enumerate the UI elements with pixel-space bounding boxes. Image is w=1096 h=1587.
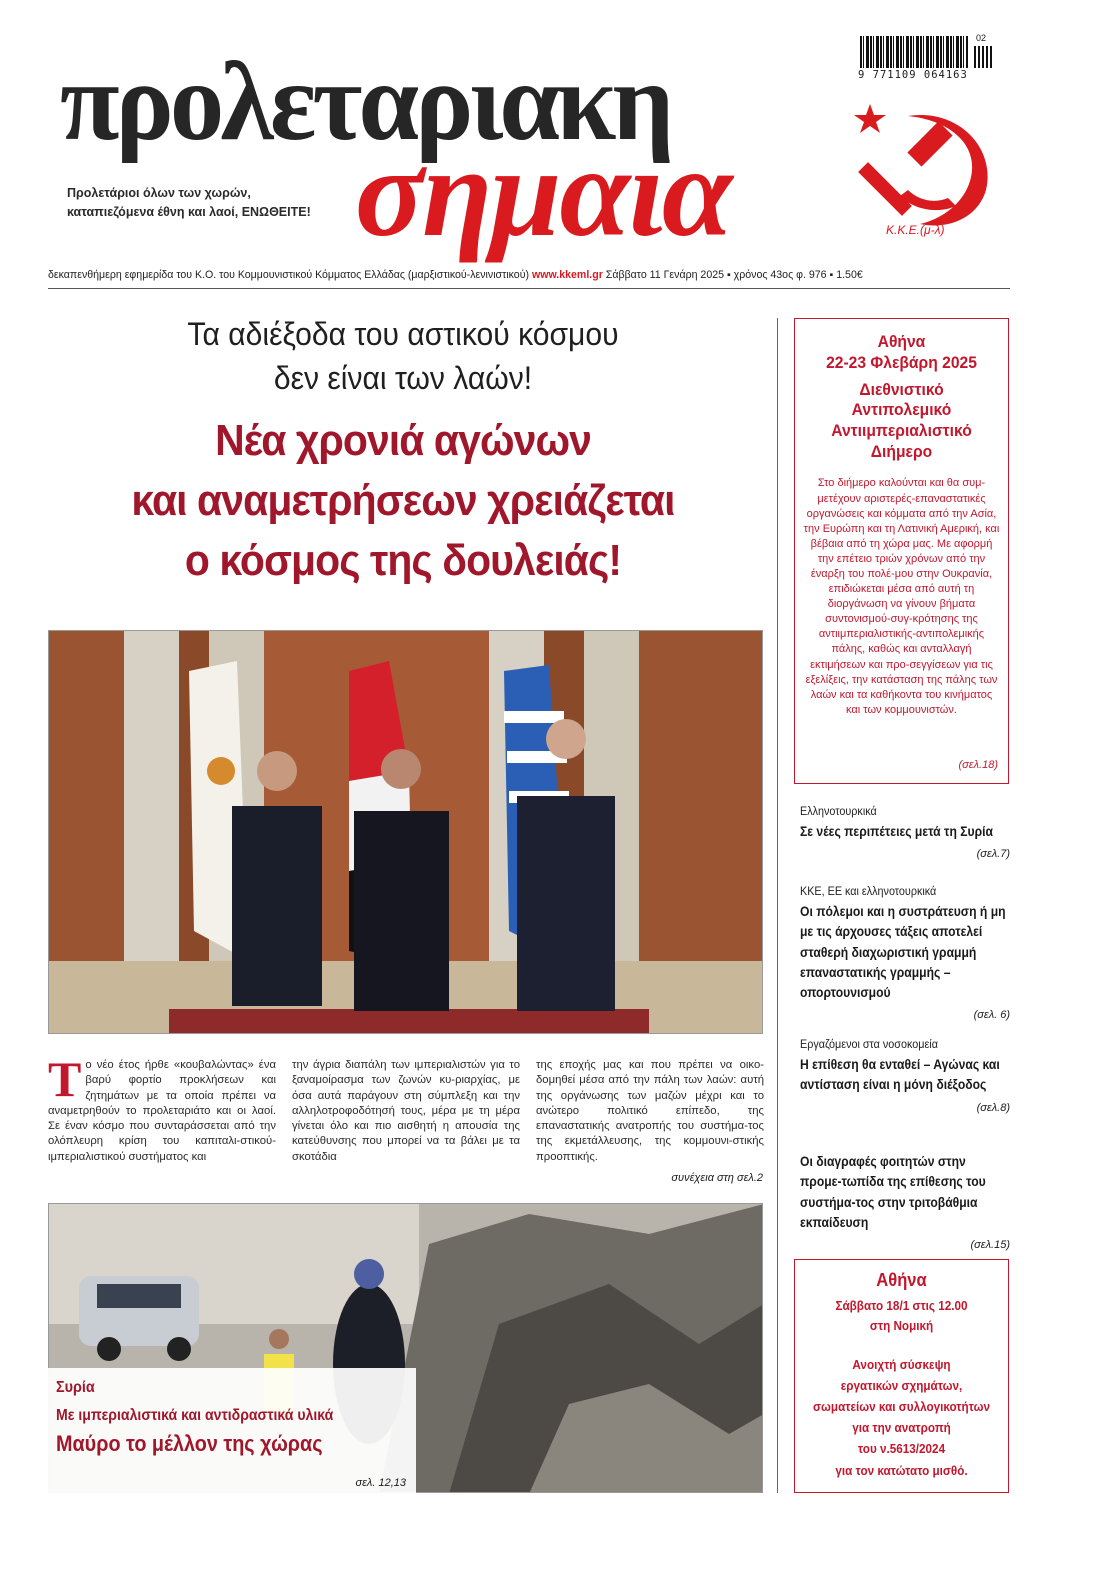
headline-line-2: δεν είναι των λαών! (273, 360, 533, 396)
barcode-issue: 02 (976, 33, 987, 43)
sidebar-item[interactable] (800, 1037, 1010, 1114)
sidebar-item[interactable] (800, 884, 1010, 1021)
meeting-city: Αθήνα (876, 1270, 927, 1290)
syria-kicker: Συρία (56, 1379, 95, 1396)
sidebar-divider (777, 318, 778, 1493)
issue-date: Σάββατο 11 Γενάρη 2025 (605, 269, 724, 281)
event-name-line-4: Διήμερο (870, 441, 933, 461)
website-link[interactable]: www.kkeml.gr (531, 269, 603, 281)
sidebar-item-title: Η επίθεση θα ενταθεί – Αγώνας και αντίσταση είναι η μόνη διέξοδος (800, 1057, 1000, 1093)
main-photo-leaders (48, 630, 763, 1034)
event-date: 22-23 Φλεβάρη 2025 (826, 353, 977, 373)
meeting-text-line-3: σωματείων και συλλογικοτήτων (813, 1399, 990, 1415)
sidebar-meeting-box (794, 1259, 1009, 1493)
meeting-text-line-1: Ανοιχτή σύσκεψη (852, 1357, 951, 1373)
sidebar-item[interactable] (800, 1148, 1010, 1251)
meeting-text (811, 1354, 992, 1480)
sidebar-item-kicker: ΚΚΕ, ΕΕ και ελληνοτουρκικά (800, 884, 937, 898)
price: 1.50€ (836, 269, 863, 281)
article-column-3: της εποχής μας και που πρέπει να οικο-δομηθεί μέσα από την πάλη των λαών: αυτή της οργάνωσης των μαζών μέχρι και το ανώτερο πολιτικό επίπεδο, της επαναστατικής ανατροπής του συστήμα-τος της εκμετάλλευσης, της κομμουνι-στικής προοπτικής. (536, 1059, 764, 1163)
article-continue-link[interactable]: συνέχεια στη σελ.2 (671, 1172, 763, 1184)
hammer-sickle-emblem-icon (848, 98, 998, 238)
masthead-slogan (67, 184, 347, 223)
info-text: δεκαπενθήμερη εφημερίδα του Κ.Ο. του Κομμουνιστικού Κόμματος Ελλάδας (μαρξιστικού-λενινιστικού) (48, 269, 530, 281)
emblem-label: Κ.Κ.Ε.(μ-λ) (886, 223, 945, 237)
sidebar-item[interactable] (800, 804, 1010, 860)
meeting-when-line-1: Σάββατο 18/1 στις 12.00 (835, 1298, 968, 1313)
event-name (811, 380, 992, 463)
syria-title[interactable]: Μαύρο το μέλλον της χώρας (56, 1431, 323, 1456)
separator-dot: ▪ (829, 269, 834, 281)
event-text: Στο διήμερο καλούνται και θα συμ-μετέχουν αριστερές-επαναστατικές οργανώσεις και κόμματα από την Ασία, την Ευρώπη και τη Λατινική Αμερική, και βέβαια από τη χώρα μας. Με αφορμή την επέτειο τριών χρόνων από την έναρξη του πολέ-μου στην Ουκρανία, επιδιώκεται μέσα από αυτή τη διοργάνωση να γίνουν βήματα συντονισμού-συγ-κρότησης της αντιιμπεριαλιστικής-αντιπολεμικής πάλης, καθώς και ανταλλαγή εκτιμήσεων και προ-σεγγίσεων για τις εξελίξεις, την κατάσταση της πάλης των λαών και τα καθήκοντα του κινήματος και των κομμουνιστών. (803, 477, 1000, 716)
sidebar-item-kicker: Εργαζόμενοι στα νοσοκομεία (800, 1037, 938, 1051)
syria-page-ref: σελ. 12,13 (355, 1477, 406, 1489)
article-column-1 (48, 1051, 276, 1165)
barcode (858, 33, 996, 86)
event-city: Αθήνα (877, 332, 926, 351)
article-column-2: την άγρια διαπάλη των ιμπεριαλιστών για το ξαναμοίρασμα των ζωνών κυ-ριαρχίας, με όσα αυτά παράγουν στη σύμπλεξη και την αλληλοτροφοδότησή τους, μέρα με τη μέρα γίνεται όλο και πιο αισθητή η απουσία της κατεύθυνσης που μπορεί να τα βάλει με τα σκοτάδια (292, 1059, 520, 1163)
barcode-digits: 9 771109 064163 (858, 69, 968, 81)
event-name-line-2: Αντιπολεμικό (851, 400, 952, 420)
headline-red-line-1: Νέα χρονιά αγώνων (215, 416, 591, 465)
meeting-text-line-2: εργατικών σχημάτων, (840, 1378, 963, 1394)
slogan-line-1: Προλετάριοι όλων των χωρών, (67, 186, 251, 200)
meeting-text-line-4: για την ανατροπή (852, 1420, 951, 1436)
syria-subtitle: Με ιμπεριαλιστικά και αντιδραστικά υλικά (56, 1407, 334, 1424)
sidebar-item-title: Σε νέες περιπέτειες μετά τη Συρία (800, 824, 993, 839)
syria-caption-box (48, 1368, 416, 1493)
barcode-bars (860, 36, 968, 68)
meeting-text-line-6: για τον κατώτατο μισθό. (835, 1462, 968, 1478)
hammer-handle (858, 162, 912, 216)
headline-red-line-2: και αναμετρήσεων χρειάζεται (131, 476, 675, 525)
masthead-title-top: προλεταριακη (60, 40, 671, 164)
sidebar-item-title: Οι πόλεμοι και η συστράτευση ή μη με τις άρχουσες τάξεις αποτελεί σταθερή διαχωριστική γραμμή επαναστατικής γραμμής – οπορτουνισμού (800, 904, 1006, 1000)
main-photo-illustration (49, 631, 763, 1034)
red-star-icon (854, 104, 886, 133)
article-column-1-text: ο νέο έτος ήρθε «κουβαλώντας» ένα βαρύ φορτίο προκλήσεων και ζητημάτων με τα οποία πρέπει να αναμετρηθούν το προλεταριάτο και οι λαοί. Σε έναν κόσμο που συνταράσσεται από την ολόπλευρη κρίση του καπιταλι-στικού-ιμπεριαλιστικού συστήματος και (48, 1059, 276, 1163)
masthead-title-bottom: σημαια (355, 121, 731, 263)
event-page-ref: (σελ.18) (958, 759, 998, 771)
meeting-text-line-5: του ν.5613/2024 (857, 1441, 946, 1457)
lead-article (48, 1051, 764, 1168)
year-issue: χρόνος 43ος φ. 976 (733, 269, 827, 281)
meeting-when-line-2: στη Νομική (869, 1318, 934, 1334)
barcode-addon-bars (974, 46, 992, 68)
sidebar-item-page: (σελ.7) (976, 848, 1010, 861)
headline-red-line-3: ο κόσμος της δουλειάς! (184, 536, 622, 585)
meeting-when (811, 1296, 992, 1336)
sidebar-item-page: (σελ. 6) (973, 1009, 1010, 1022)
event-name-line-3: Αντιιμπεριαλιστικό (831, 420, 972, 440)
hammer-head (907, 121, 952, 166)
sidebar-item-page: (σελ.8) (976, 1101, 1010, 1114)
sidebar-item-page: (σελ.15) (970, 1239, 1010, 1251)
sidebar-item-kicker: Ελληνοτουρκικά (800, 804, 877, 818)
separator-dot: ▪ (726, 269, 731, 281)
headline-line-1: Τα αδιέξοδα του αστικού κόσμου (187, 316, 619, 352)
slogan-line-2: καταπιεζόμενα έθνη και λαοί, ΕΝΩΘΕΙΤΕ! (67, 205, 311, 220)
article-dropcap: Τ (48, 1051, 82, 1107)
masthead-info-line (48, 265, 1010, 289)
event-name-line-1: Διεθνιστικό (859, 379, 944, 399)
sidebar-event-box (794, 318, 1009, 784)
sidebar-item-title: Οι διαγραφές φοιτητών στην προμε-τωπίδα της επίθεσης του συστήμα-τος στην τριτοβάθμια εκπαίδευση (800, 1154, 986, 1230)
